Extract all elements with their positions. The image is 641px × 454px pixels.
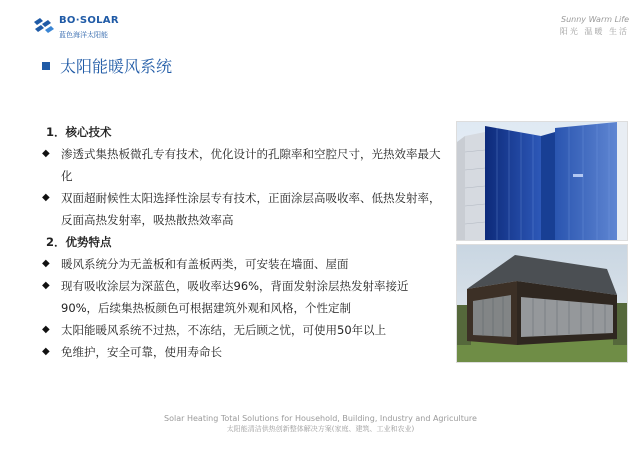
tagline xyxy=(560,15,629,37)
bullet-text: 现有吸收涂层为深蓝色，吸收率达96%，背面发射涂层热发射率接近90%，后续集热板颜色可根据建筑外观和风格，个性定制 xyxy=(61,279,409,315)
bullet-text: 暖风系统分为无盖板和有盖板两类，可安装在墙面、屋面 xyxy=(61,257,349,271)
footer-line-en: Solar Heating Total Solutions for Household, Building, Industry and Agriculture xyxy=(164,414,477,423)
brand-logo xyxy=(32,13,142,43)
footer-line-cn: 太阳能清洁供热创新整体解决方案(家庭、建筑、工业和农业) xyxy=(226,425,415,433)
bullet-item xyxy=(42,187,442,231)
logo-mark-icon xyxy=(32,16,56,34)
solar-barn-illustration xyxy=(457,245,627,362)
slide-content xyxy=(42,121,442,363)
building-facade-illustration xyxy=(457,122,627,240)
brand-subtitle: 蓝色海洋太阳能 xyxy=(59,31,108,39)
diamond-bullet-icon: ◆ xyxy=(42,346,50,357)
bullet-text: 双面超耐候性太阳选择性涂层专有技术，正面涂层高吸收率、低热发射率，反面高热发射率，吸热散热效率高 xyxy=(61,191,441,227)
building-facade-photo xyxy=(456,121,628,241)
bullet-text: 免维护，安全可靠，使用寿命长 xyxy=(61,345,222,359)
bullet-item xyxy=(42,275,442,319)
brand-name: BO·SOLAR xyxy=(59,15,119,26)
diamond-bullet-icon: ◆ xyxy=(42,258,50,269)
tagline-cn: 阳光 温暖 生活 xyxy=(559,27,629,36)
diamond-bullet-icon: ◆ xyxy=(42,280,50,291)
diamond-bullet-icon: ◆ xyxy=(42,148,50,159)
diamond-bullet-icon: ◆ xyxy=(42,192,50,203)
bullet-text: 渗透式集热板微孔专有技术，优化设计的孔隙率和空腔尺寸，光热效率最大化 xyxy=(61,147,441,183)
bullet-item xyxy=(42,341,442,363)
section-heading-advantages: 2．优势特点 xyxy=(46,235,112,249)
section-heading-core-tech: 1．核心技术 xyxy=(46,125,112,139)
bullet-item xyxy=(42,253,442,275)
diamond-bullet-icon: ◆ xyxy=(42,324,50,335)
bullet-item xyxy=(42,319,442,341)
bullet-item xyxy=(42,143,442,187)
bullet-text: 太阳能暖风系统不过热，不冻结，无后顾之忧，可使用50年以上 xyxy=(61,323,387,337)
slide-title: 太阳能暖风系统 xyxy=(60,57,173,76)
solar-barn-photo xyxy=(456,244,628,363)
tagline-en: Sunny Warm Life xyxy=(561,15,629,24)
title-square-icon xyxy=(42,62,50,70)
